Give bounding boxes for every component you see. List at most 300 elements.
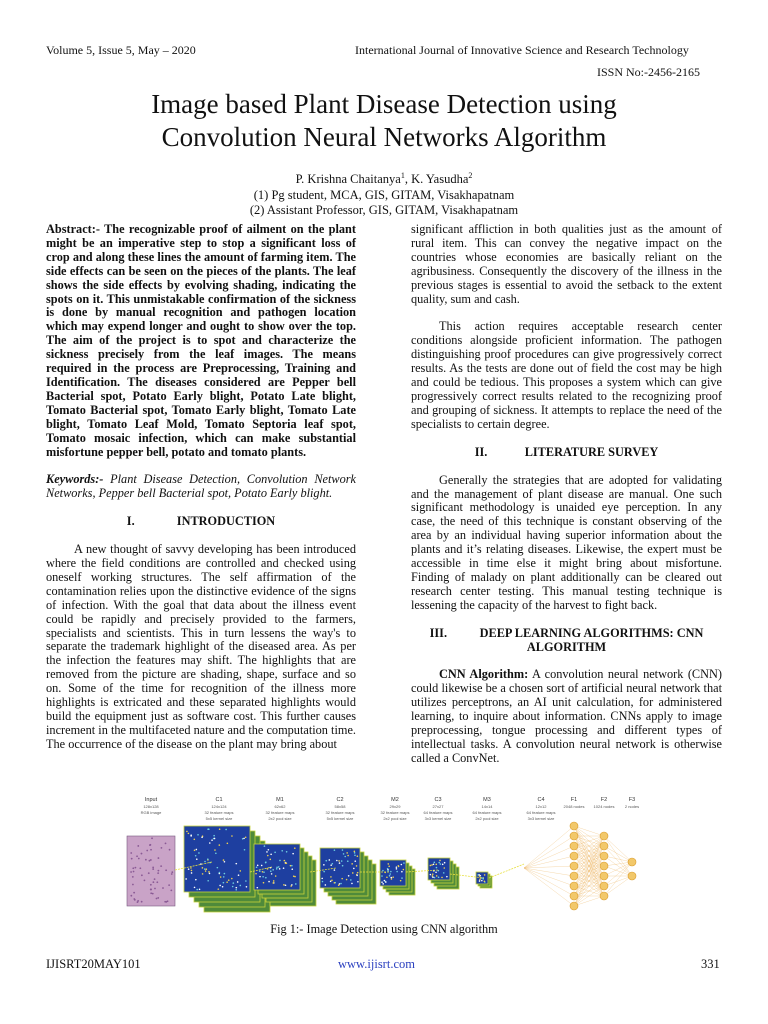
- feature-texture-dot: [262, 876, 264, 878]
- feature-texture-dot: [392, 876, 394, 878]
- feature-texture-dot: [354, 854, 356, 856]
- feature-texture-dot: [208, 828, 210, 830]
- fc-node: [600, 832, 608, 840]
- layer-detail-label: 2x2 pool size: [475, 816, 499, 821]
- feature-texture-dot: [239, 885, 241, 887]
- input-texture-dot: [134, 899, 136, 901]
- input-texture-dot: [156, 898, 158, 900]
- feature-texture-dot: [351, 863, 353, 865]
- layer-name-label: Input: [144, 797, 158, 803]
- feature-texture-dot: [401, 871, 403, 873]
- paragraph-research: This action requires acceptable research center conditions alongside proficient information. The pathogen distinguishing proof procedures can give progressively correct results. As the tests are done out of field the cost may be high and could be tedious. This proposes a system which can give progressively correct results related to the recognizing proof and grouping of sickness. It attempts to replace the need of the specialists to certain degree.: [411, 319, 722, 431]
- feature-texture-dot: [357, 855, 359, 857]
- fc-node: [570, 902, 578, 910]
- feature-texture-dot: [270, 853, 272, 855]
- input-texture-dot: [144, 879, 146, 881]
- feature-texture-dot: [438, 876, 440, 878]
- feature-texture-dot: [263, 882, 265, 884]
- fc-node: [628, 872, 636, 880]
- feature-texture-dot: [278, 866, 280, 868]
- layer-detail-label: 58x58: [334, 804, 346, 809]
- feature-texture-dot: [434, 862, 436, 864]
- feature-texture-dot: [339, 862, 341, 864]
- layer-detail-label: 64 feature maps: [472, 810, 502, 815]
- feature-texture-dot: [283, 867, 285, 869]
- input-texture-dot: [160, 865, 162, 867]
- fc-edge: [524, 868, 574, 876]
- feature-texture-dot: [188, 868, 190, 870]
- fc-node: [570, 832, 578, 840]
- feature-texture-dot: [273, 880, 275, 882]
- input-texture-dot: [154, 888, 156, 890]
- feature-texture-dot: [274, 851, 276, 853]
- layer-detail-label: 32 feature maps: [265, 810, 295, 815]
- input-texture-dot: [152, 867, 154, 869]
- fc-node: [600, 842, 608, 850]
- feature-texture-dot: [238, 874, 240, 876]
- fc-node: [570, 822, 578, 830]
- feature-texture-dot: [323, 871, 325, 873]
- layer-detail-label: 62x62: [274, 804, 286, 809]
- feature-texture-dot: [265, 862, 267, 864]
- feature-texture-dot: [219, 885, 221, 887]
- feature-texture-dot: [244, 849, 246, 851]
- feature-texture-dot: [382, 883, 384, 885]
- fc-edge: [574, 856, 604, 906]
- feature-texture-dot: [387, 868, 389, 870]
- input-texture-dot: [137, 901, 139, 903]
- fc-node: [570, 852, 578, 860]
- feature-texture-dot: [197, 834, 199, 836]
- feature-texture-dot: [403, 869, 405, 871]
- feature-texture-dot: [336, 860, 338, 862]
- layer-name-label: C2: [336, 797, 344, 803]
- feature-texture-dot: [382, 870, 384, 872]
- feature-texture-dot: [228, 879, 230, 881]
- feature-texture-dot: [283, 884, 285, 886]
- feature-texture-dot: [436, 875, 438, 877]
- feature-texture-dot: [430, 874, 432, 876]
- layer-name-label: F1: [570, 797, 578, 803]
- feature-texture-dot: [224, 861, 226, 863]
- feature-texture-dot: [353, 868, 355, 870]
- feature-texture-dot: [291, 868, 293, 870]
- input-texture-dot: [132, 884, 134, 886]
- fc-edge: [604, 836, 632, 862]
- section-heading-deep-learning: III. DEEP LEARNING ALGORITHMS: CNN ALGORITHM: [429, 625, 704, 654]
- feature-texture-dot: [207, 880, 209, 882]
- feature-texture-dot: [198, 852, 200, 854]
- figure-caption: Fig 1:- Image Detection using CNN algorithm: [270, 922, 498, 936]
- feature-texture-dot: [343, 853, 345, 855]
- feature-texture-dot: [279, 860, 281, 862]
- feature-texture-dot: [204, 868, 206, 870]
- fc-edge: [574, 876, 604, 906]
- feature-texture-dot: [346, 852, 348, 854]
- feature-texture-dot: [285, 884, 287, 886]
- feature-texture-dot: [344, 856, 346, 858]
- feature-texture-dot: [403, 862, 405, 864]
- layer-detail-label: 12x12: [535, 804, 547, 809]
- section-heading-introduction: I. INTRODUCTION: [126, 514, 276, 529]
- feature-texture-dot: [205, 870, 207, 872]
- layer-detail-label: 5x5 kernel size: [205, 816, 233, 821]
- layer-name-label: C3: [434, 797, 442, 803]
- paragraph-continued: significant affliction in both qualities just as the amount of rural item. This can convey the negative impact on the countries whose economies are basically reliant on the agribusiness. Consequently the discovery of the illness in the previous stages is essential to avoid the setback to the extent quality, sum and cash.: [411, 222, 722, 306]
- feature-texture-dot: [202, 873, 204, 875]
- feature-texture-dot: [223, 859, 225, 861]
- feature-texture-dot: [190, 834, 192, 836]
- feature-texture-dot: [444, 862, 446, 864]
- feature-texture-dot: [237, 881, 239, 883]
- feature-texture-dot: [272, 882, 274, 884]
- feature-texture-dot: [231, 878, 233, 880]
- feature-texture-dot: [381, 875, 383, 877]
- feature-texture-dot: [222, 886, 224, 888]
- input-texture-dot: [157, 872, 159, 874]
- fc-edge: [524, 846, 574, 868]
- input-texture-dot: [131, 858, 133, 860]
- left-column: [46, 223, 356, 752]
- input-texture-dot: [141, 853, 143, 855]
- layer-detail-label: 2048 nodes: [563, 804, 585, 809]
- feature-texture-dot: [342, 865, 344, 867]
- feature-texture-dot: [338, 884, 340, 886]
- feature-texture-dot: [330, 876, 332, 878]
- connection-line: [489, 864, 524, 878]
- journal-url-link[interactable]: www.ijisrt.com: [338, 957, 415, 971]
- feature-texture-dot: [348, 875, 350, 877]
- layer-name-label: M1: [276, 797, 284, 803]
- feature-texture-dot: [342, 849, 344, 851]
- feature-texture-dot: [385, 881, 387, 883]
- feature-texture-dot: [346, 879, 348, 881]
- feature-texture-dot: [214, 849, 216, 851]
- input-texture-dot: [132, 867, 134, 869]
- feature-texture-dot: [390, 877, 392, 879]
- feature-texture-dot: [430, 865, 432, 867]
- volume-info: Volume 5, Issue 5, May – 2020: [46, 43, 196, 57]
- fc-node: [600, 892, 608, 900]
- fc-node: [570, 882, 578, 890]
- feature-texture-dot: [196, 849, 198, 851]
- input-texture-dot: [133, 892, 135, 894]
- feature-texture-dot: [438, 862, 440, 864]
- feature-texture-dot: [332, 863, 334, 865]
- input-texture-dot: [150, 892, 152, 894]
- feature-texture-dot: [259, 876, 261, 878]
- feature-texture-dot: [227, 842, 229, 844]
- input-texture-dot: [137, 845, 139, 847]
- layer-detail-label: 124x124: [211, 804, 227, 809]
- feature-texture-dot: [340, 883, 342, 885]
- feature-texture-dot: [386, 876, 388, 878]
- feature-texture-dot: [479, 880, 481, 882]
- layer-name-label: F2: [600, 797, 608, 803]
- input-texture-dot: [152, 868, 154, 870]
- feature-texture-dot: [271, 873, 273, 875]
- input-texture-dot: [169, 849, 171, 851]
- paper-title: [0, 88, 768, 154]
- feature-texture-dot: [219, 844, 221, 846]
- feature-texture-dot: [387, 863, 389, 865]
- layer-name-label: C1: [215, 797, 223, 803]
- fc-edge: [604, 866, 632, 876]
- feature-texture-dot: [285, 862, 287, 864]
- input-texture-dot: [150, 884, 152, 886]
- issn: ISSN No:-2456-2165: [597, 65, 701, 79]
- feature-texture-dot: [207, 858, 209, 860]
- feature-texture-dot: [191, 870, 193, 872]
- affiliation-2: (2) Assistant Professor, GIS, GITAM, Visakhapatnam: [249, 203, 519, 218]
- feature-texture-dot: [209, 842, 211, 844]
- feature-texture-dot: [356, 865, 358, 867]
- input-texture-dot: [134, 867, 136, 869]
- feature-texture-dot: [232, 882, 234, 884]
- layer-detail-label: RGB image: [140, 810, 162, 815]
- feature-texture-dot: [202, 867, 204, 869]
- feature-texture-dot: [186, 831, 188, 833]
- feature-texture-dot: [261, 865, 263, 867]
- feature-texture-dot: [196, 858, 198, 860]
- fc-node: [628, 858, 636, 866]
- feature-texture-dot: [268, 881, 270, 883]
- affiliation-1: (1) Pg student, MCA, GIS, GITAM, Visakhapatnam: [253, 187, 515, 202]
- input-texture-dot: [141, 901, 143, 903]
- feature-texture-dot: [401, 864, 403, 866]
- layer-name-label: M3: [483, 797, 491, 803]
- feature-texture-dot: [354, 860, 356, 862]
- input-texture-dot: [136, 855, 138, 857]
- cnn-architecture-figure: [124, 792, 641, 918]
- feature-texture-dot: [199, 888, 201, 890]
- feature-texture-dot: [398, 865, 400, 867]
- paper-id: IJISRT20MAY101: [46, 957, 141, 971]
- feature-texture-dot: [214, 838, 216, 840]
- input-texture-dot: [157, 870, 159, 872]
- feature-texture-dot: [443, 872, 445, 874]
- feature-texture-dot: [389, 875, 391, 877]
- keywords: Keywords:- Plant Disease Detection, Convolution Network Networks, Pepper bell Bacterial spot, Potato Early blight.: [46, 472, 356, 501]
- feature-texture-dot: [206, 868, 208, 870]
- feature-texture-dot: [381, 881, 383, 883]
- feature-texture-dot: [185, 878, 187, 880]
- feature-texture-dot: [334, 882, 336, 884]
- feature-texture-dot: [268, 849, 270, 851]
- input-texture-dot: [138, 858, 140, 860]
- feature-texture-dot: [219, 828, 221, 830]
- input-texture-dot: [139, 867, 141, 869]
- right-column: [411, 223, 722, 766]
- feature-texture-dot: [219, 872, 221, 874]
- feature-texture-dot: [292, 853, 294, 855]
- feature-texture-dot: [351, 883, 353, 885]
- feature-texture-dot: [190, 867, 192, 869]
- feature-texture-dot: [267, 855, 269, 857]
- fc-node: [570, 862, 578, 870]
- feature-texture-dot: [341, 860, 343, 862]
- input-texture-dot: [165, 842, 167, 844]
- fc-edge: [574, 826, 604, 836]
- feature-texture-dot: [246, 886, 248, 888]
- input-texture-dot: [146, 850, 148, 852]
- feature-texture-dot: [225, 829, 227, 831]
- feature-texture-dot: [193, 839, 195, 841]
- input-texture-dot: [162, 887, 164, 889]
- feature-texture-dot: [341, 878, 343, 880]
- feature-texture-dot: [279, 868, 281, 870]
- feature-texture-dot: [446, 876, 448, 878]
- input-texture-dot: [132, 876, 134, 878]
- feature-texture-dot: [270, 870, 272, 872]
- feature-texture-dot: [245, 836, 247, 838]
- journal-name: International Journal of Innovative Science and Research Technology: [355, 43, 689, 57]
- feature-texture-dot: [432, 873, 434, 875]
- feature-texture-dot: [389, 873, 391, 875]
- layer-detail-label: 3x3 kernel size: [424, 816, 452, 821]
- feature-texture-dot: [243, 838, 245, 840]
- feature-texture-dot: [242, 838, 244, 840]
- fc-edge: [524, 868, 574, 896]
- input-texture-dot: [154, 878, 156, 880]
- title-line-2: Convolution Neural Networks Algorithm: [161, 122, 607, 152]
- feature-texture-dot: [388, 865, 390, 867]
- layer-name-label: C4: [537, 797, 545, 803]
- feature-texture-dot: [235, 887, 237, 889]
- title-line-1: Image based Plant Disease Detection using: [151, 89, 617, 119]
- feature-texture-dot: [194, 887, 196, 889]
- feature-texture-dot: [433, 863, 435, 865]
- input-texture-dot: [157, 897, 159, 899]
- fc-edge: [524, 868, 574, 906]
- page-number: 331: [701, 957, 720, 971]
- feature-texture-dot: [235, 889, 237, 891]
- feature-texture-dot: [245, 880, 247, 882]
- feature-texture-dot: [334, 869, 336, 871]
- section-heading-literature-survey: II. LITERATURE SURVEY: [474, 444, 659, 459]
- input-texture-dot: [165, 869, 167, 871]
- layer-detail-label: 2x2 pool size: [268, 816, 292, 821]
- feature-texture-dot: [384, 880, 386, 882]
- fc-node: [570, 842, 578, 850]
- feature-texture-dot: [435, 864, 437, 866]
- feature-texture-dot: [223, 876, 225, 878]
- fc-node: [570, 872, 578, 880]
- feature-texture-dot: [347, 860, 349, 862]
- layer-detail-label: 2 nodes: [624, 804, 640, 809]
- input-texture-dot: [148, 872, 150, 874]
- feature-texture-dot: [325, 860, 327, 862]
- input-texture-dot: [161, 847, 163, 849]
- feature-texture-dot: [217, 867, 219, 869]
- feature-texture-dot: [440, 863, 442, 865]
- feature-texture-dot: [354, 852, 356, 854]
- feature-texture-dot: [357, 881, 359, 883]
- feature-map: [380, 860, 406, 886]
- input-texture-dot: [130, 852, 132, 854]
- input-texture-dot: [150, 849, 152, 851]
- layer-name-label: F3: [628, 797, 636, 803]
- feature-texture-dot: [350, 879, 352, 881]
- fc-edge: [524, 868, 574, 886]
- layer-detail-label: 32 feature maps: [204, 810, 234, 815]
- feature-texture-dot: [396, 868, 398, 870]
- feature-texture-dot: [195, 855, 197, 857]
- feature-texture-dot: [357, 872, 359, 874]
- feature-texture-dot: [484, 880, 486, 882]
- feature-texture-dot: [266, 851, 268, 853]
- layer-name-label: M2: [391, 797, 399, 803]
- feature-texture-dot: [196, 889, 198, 891]
- feature-texture-dot: [323, 864, 325, 866]
- feature-texture-dot: [390, 871, 392, 873]
- input-texture-dot: [156, 881, 158, 883]
- feature-texture-dot: [257, 887, 259, 889]
- input-texture-dot: [133, 871, 135, 873]
- input-texture-dot: [152, 881, 154, 883]
- feature-texture-dot: [272, 869, 274, 871]
- feature-texture-dot: [262, 871, 264, 873]
- feature-texture-dot: [290, 885, 292, 887]
- feature-map: [184, 826, 250, 892]
- input-texture-dot: [130, 871, 132, 873]
- fc-node: [600, 852, 608, 860]
- feature-texture-dot: [256, 866, 258, 868]
- feature-texture-dot: [191, 872, 193, 874]
- feature-texture-dot: [269, 859, 271, 861]
- input-texture-dot: [151, 837, 153, 839]
- feature-texture-dot: [329, 859, 331, 861]
- feature-texture-dot: [223, 882, 225, 884]
- feature-texture-dot: [231, 835, 233, 837]
- fc-edge: [524, 826, 574, 868]
- feature-texture-dot: [401, 877, 403, 879]
- layer-detail-label: 64 feature maps: [423, 810, 453, 815]
- feature-texture-dot: [291, 865, 293, 867]
- feature-texture-dot: [257, 865, 259, 867]
- feature-texture-dot: [330, 881, 332, 883]
- feature-texture-dot: [352, 872, 354, 874]
- feature-texture-dot: [264, 845, 266, 847]
- introduction-paragraph: A new thought of savvy developing has been introduced where the field conditions are controlled and checked using oneself working structures. The self affirmation of the contamination relies upon the distinctive evidence of the signs of infection. With the goal that data about the illness event could be rapidly and precisely provided to the farmers, specialists and scientists. This in turn lessens the way's to separate the trademark highlight of the diseased area. As per the infection the features may shift. The highlights that are removed from the picture are shading, shape, surface and so on. Some of the time for recognition of the illness more highlights is extricated and these separated highlights would build the equipment just as software cost. This further causes increment in the multifaceted nature and the computation time. The occurrence of the disease on the plant may bring about: [46, 542, 356, 751]
- feature-texture-dot: [211, 839, 213, 841]
- feature-texture-dot: [396, 871, 398, 873]
- feature-texture-dot: [484, 874, 486, 876]
- feature-texture-dot: [442, 864, 444, 866]
- feature-texture-dot: [434, 877, 436, 879]
- feature-texture-dot: [204, 861, 206, 863]
- feature-texture-dot: [356, 875, 358, 877]
- feature-texture-dot: [281, 850, 283, 852]
- feature-texture-dot: [443, 867, 445, 869]
- cnn-paragraph: CNN Algorithm: A convolution neural network (CNN) could likewise be a chosen sort of artificial neural network that utilizes perceptrons, an AI unit calculation, for administered learning, to inquire about information. CNNs apply to image preprocessing, tongue processing and different types of intellectual tasks. A convolution neural network is otherwise called a ConvNet.: [411, 667, 722, 765]
- authors-block: [0, 168, 768, 219]
- feature-texture-dot: [479, 875, 481, 877]
- feature-texture-dot: [431, 864, 433, 866]
- input-texture-dot: [171, 873, 173, 875]
- layer-detail-label: 5x5 kernel size: [326, 816, 354, 821]
- fc-node: [600, 872, 608, 880]
- feature-texture-dot: [325, 884, 327, 886]
- feature-texture-dot: [215, 852, 217, 854]
- feature-texture-dot: [195, 879, 197, 881]
- feature-texture-dot: [213, 835, 215, 837]
- layer-detail-label: 1024 nodes: [593, 804, 615, 809]
- feature-texture-dot: [194, 849, 196, 851]
- fc-edge: [574, 836, 604, 906]
- layer-detail-label: 27x27: [432, 804, 444, 809]
- feature-texture-dot: [322, 881, 324, 883]
